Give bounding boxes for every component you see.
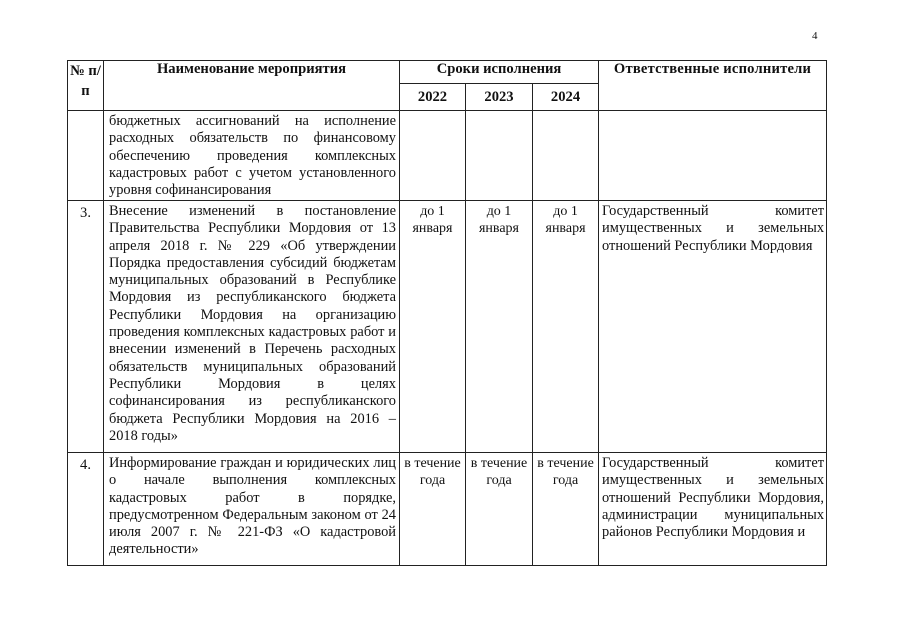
header-year-2024: 2024 xyxy=(533,84,599,111)
header-row xyxy=(68,61,827,84)
row-activity-name: Информирование граждан и юридических лиц о начале выполнения комплексных кадастровых работ в порядке, предусмотренном Федеральным законом от 24 июля 2007 г. № 221-ФЗ «О кадастровой деятельности» xyxy=(104,453,400,566)
header-activity-name: Наименование мероприятия xyxy=(104,61,400,111)
header-year-2023: 2023 xyxy=(466,84,533,111)
row-activity-name: бюджетных ассигнований на исполнение расходных обязательств по финансовому обеспечению проведения комплексных кадастровых работ с учетом установленного уровня софинансирования xyxy=(104,111,400,201)
row-term-2023: в течение года xyxy=(466,453,533,566)
row-responsible xyxy=(599,111,827,201)
row-term-2023 xyxy=(466,111,533,201)
row-term-2024: до 1 января xyxy=(533,201,599,453)
row-term-2022: в течение года xyxy=(400,453,466,566)
row-activity-name: Внесение изменений в постановление Правительства Республики Мордовия от 13 апреля 2018 г. № 229 «Об утверждении Порядка предоставления субсидий бюджетам муниципальных образований в Республике Мордовия из республиканского бюджета Республики Мордовия на организацию проведения комплексных кадастровых работ и внесении изменений в Перечень расходных обязательств муниципальных образований Республики Мордовия в целях софинансирования из республиканского бюджета Республики Мордовия на 2016 – 2018 годы» xyxy=(104,201,400,453)
row-number: 4. xyxy=(68,453,104,566)
row-term-2024: в течение года xyxy=(533,453,599,566)
page-number: 4 xyxy=(812,30,818,42)
row-term-2023: до 1 января xyxy=(466,201,533,453)
row-responsible: Государственный комитет имущественных и земельных отношений Республики Мордовия xyxy=(599,201,827,453)
row-term-2022 xyxy=(400,111,466,201)
row-number: 3. xyxy=(68,201,104,453)
activities-table xyxy=(67,60,827,566)
row-number xyxy=(68,111,104,201)
row-term-2022: до 1 января xyxy=(400,201,466,453)
header-terms: Сроки исполнения xyxy=(400,61,599,84)
header-responsible: Ответственные исполнители xyxy=(599,61,827,111)
row-term-2024 xyxy=(533,111,599,201)
header-year-2022: 2022 xyxy=(400,84,466,111)
row-responsible: Государственный комитет имущественных и земельных отношений Республики Мордовия, администрации муниципальных районов Республики Мордовия и xyxy=(599,453,827,566)
header-number: № п/п xyxy=(68,61,104,111)
table-row xyxy=(68,453,827,566)
table-row xyxy=(68,111,827,201)
table-row xyxy=(68,201,827,453)
